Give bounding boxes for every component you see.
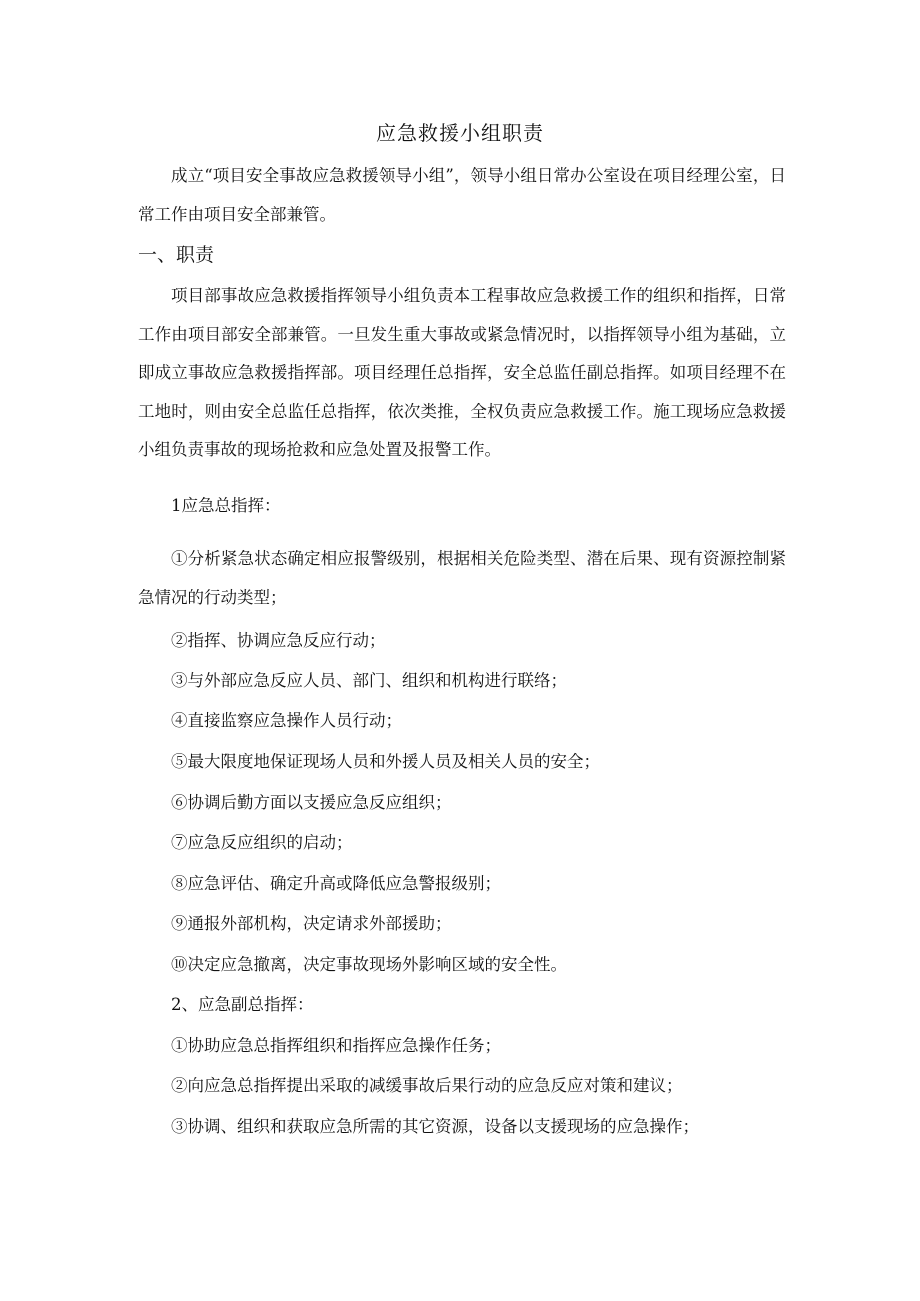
commander-item-1: ①分析紧急状态确定相应报警级别，根据相关危险类型、潜在后果、现有资源控制紧急情况的行动类型； <box>138 549 786 607</box>
deputy-item-3: ③协调、组织和获取应急所需的其它资源，设备以支援现场的应急操作； <box>171 1117 699 1136</box>
commander-item-10: ⑩决定应急撤离，决定事故现场外影响区域的安全性。 <box>171 955 567 974</box>
commander-item-7: ⑦应急反应组织的启动； <box>171 833 353 852</box>
document-title: 应急救援小组职责 <box>376 121 544 145</box>
deputy-item-1: ①协助应急总指挥组织和指挥应急操作任务； <box>171 1036 501 1055</box>
duties-paragraph: 项目部事故应急救援指挥领导小组负责本工程事故应急救援工作的组织和指挥，日常工作由项目部安全部兼管。一旦发生重大事故或紧急情况时，以指挥领导小组为基础，立即成立事故应急救援指挥部。项目经理任总指挥，安全总监任副总指挥。如项目经理不在工地时，则由安全总监任总指挥，依次类推，全权负责应急救援工作。施工现场应急救援小组负责事故的现场抢救和应急处置及报警工作。 <box>138 286 786 459</box>
section-heading-duties: 一、职责 <box>138 244 215 266</box>
commander-item-6: ⑥协调后勤方面以支援应急反应组织； <box>171 793 452 812</box>
deputy-heading: 2、应急副总指挥： <box>171 995 314 1014</box>
deputy-item-2: ②向应急总指挥提出采取的减缓事故后果行动的应急反应对策和建议； <box>171 1076 683 1095</box>
commander-item-8: ⑧应急评估、确定升高或降低应急警报级别； <box>171 874 501 893</box>
commander-item-2: ②指挥、协调应急反应行动； <box>171 631 386 650</box>
commander-item-3: ③与外部应急反应人员、部门、组织和机构进行联络； <box>171 671 567 690</box>
commander-item-9: ⑨通报外部机构，决定请求外部援助； <box>171 914 452 933</box>
intro-paragraph: 成立“项目安全事故应急救援领导小组”，领导小组日常办公室设在项目经理公室，日常工作由项目安全部兼管。 <box>138 166 786 224</box>
commander-heading: 1应急总指挥： <box>171 496 281 515</box>
commander-item-5: ⑤最大限度地保证现场人员和外援人员及相关人员的安全； <box>171 752 600 771</box>
commander-item-4: ④直接监察应急操作人员行动； <box>171 711 402 730</box>
